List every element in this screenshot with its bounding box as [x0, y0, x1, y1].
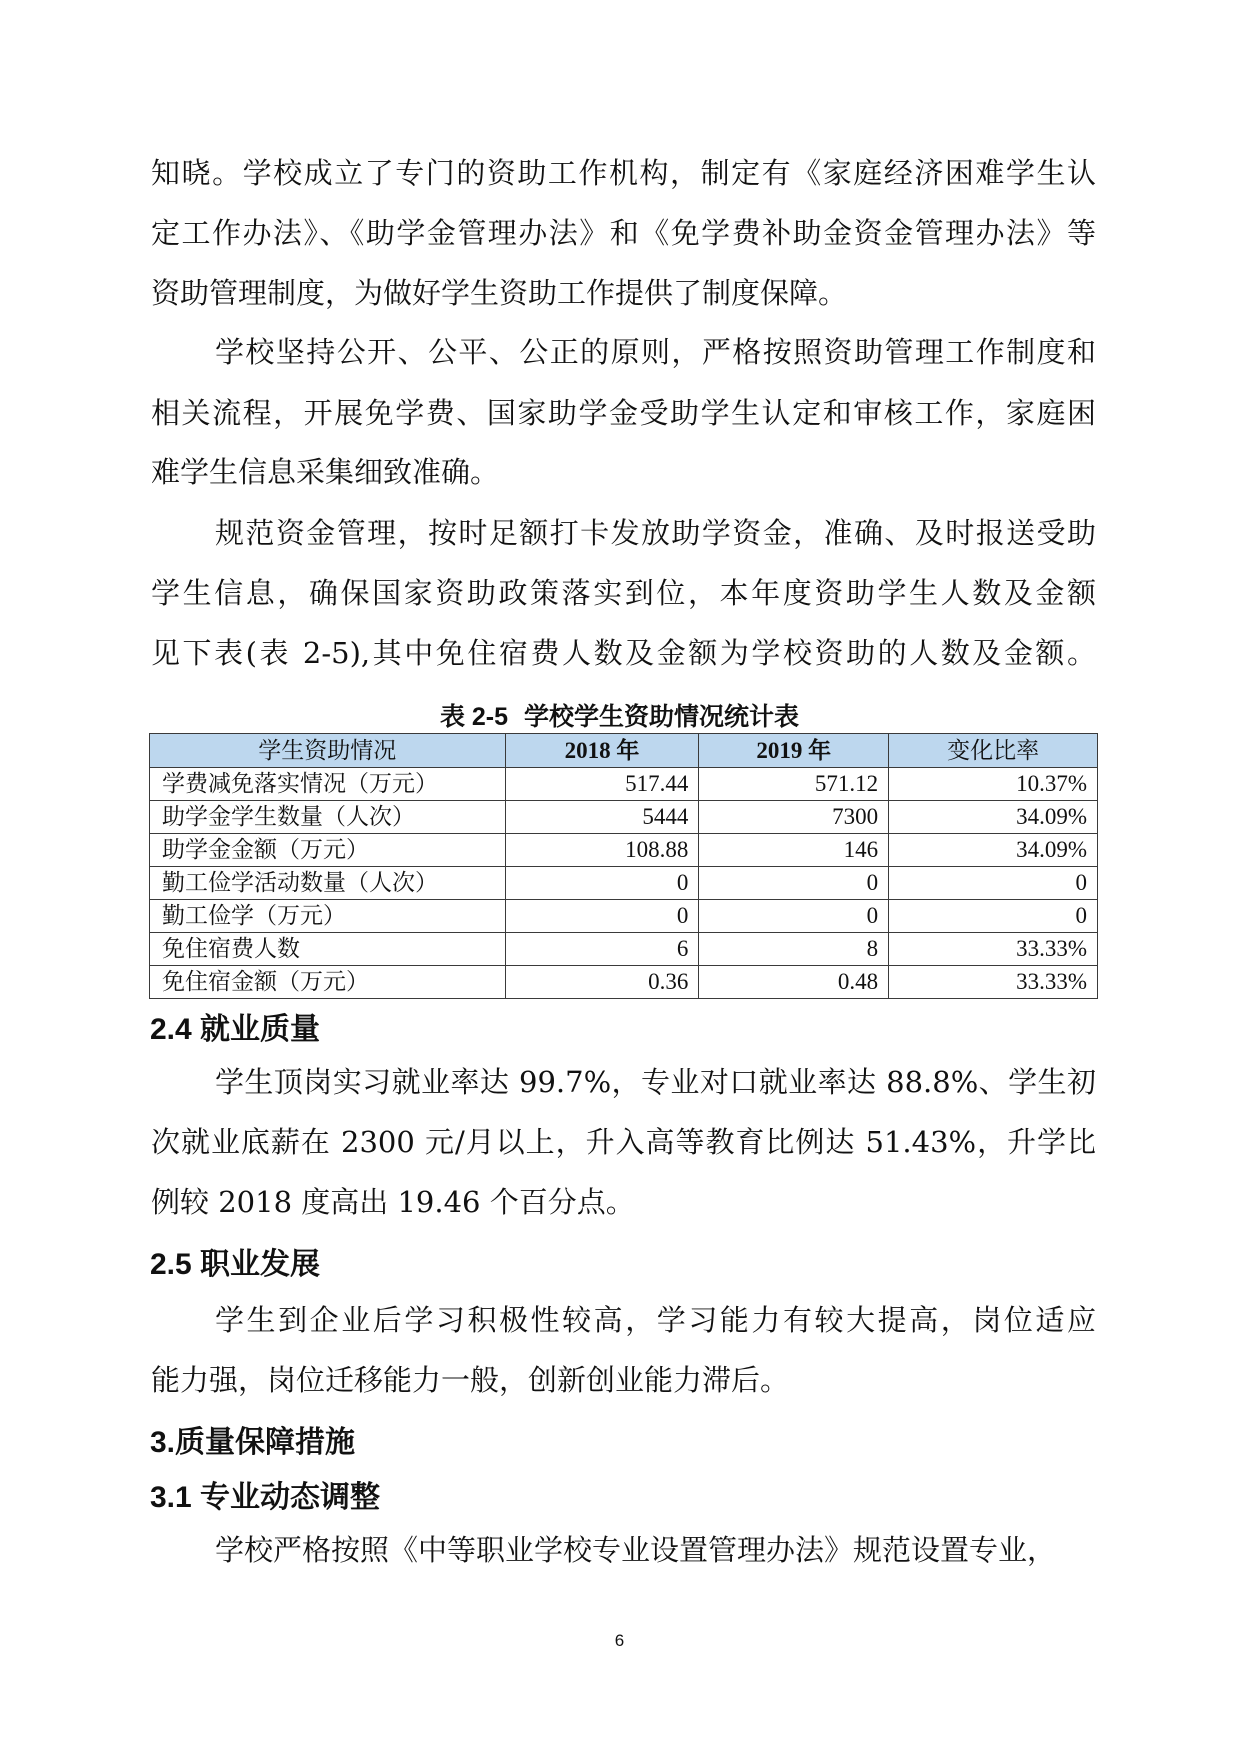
page-number: 6 [614, 1631, 625, 1650]
column-header: 2019 年 [699, 734, 889, 768]
paragraph-line: 学校严格按照《中等职业学校专业设置管理办法》规范设置专业， [215, 1533, 1057, 1567]
table-cell: 勤工俭学活动数量（人次） [150, 867, 506, 900]
table-cell: 34.09% [889, 801, 1098, 834]
paragraph-line: 学生顶岗实习就业率达 99.7%，专业对口就业率达 88.8%、学生初 [215, 1065, 1096, 1099]
paragraph-line: 见下表(表 2-5),其中免住宿费人数及金额为学校资助的人数及金额。 [151, 636, 1096, 670]
paragraph-line: 定工作办法》、《助学金管理办法》和《免学费补助金资金管理办法》等 [151, 216, 1096, 250]
table-cell: 0 [699, 867, 889, 900]
section-heading: 2.4 就业质量 [150, 1013, 321, 1046]
table-cell: 517.44 [505, 768, 699, 801]
table-cell: 免住宿金额（万元） [150, 966, 506, 999]
column-header: 2018 年 [505, 734, 699, 768]
table-cell: 108.88 [505, 834, 699, 867]
column-header: 学生资助情况 [150, 734, 506, 768]
section-heading: 2.5 职业发展 [150, 1248, 321, 1281]
paragraph-line: 资助管理制度，为做好学生资助工作提供了制度保障。 [151, 276, 848, 310]
table-cell: 0.48 [699, 966, 889, 999]
chapter-heading: 3.质量保障措施 [150, 1426, 356, 1459]
table-row [150, 801, 1098, 834]
paragraph-line: 学生到企业后学习积极性较高，学习能力有较大提高，岗位适应 [215, 1303, 1096, 1337]
paragraph-line: 能力强，岗位迁移能力一般，创新创业能力滞后。 [151, 1363, 790, 1397]
table-cell: 免住宿费人数 [150, 933, 506, 966]
table-cell: 0 [505, 867, 699, 900]
table-cell: 7300 [699, 801, 889, 834]
paragraph-line: 规范资金管理，按时足额打卡发放助学资金，准确、及时报送受助 [215, 516, 1096, 550]
table-row [150, 768, 1098, 801]
paragraph-line: 知晓。学校成立了专门的资助工作机构，制定有《家庭经济困难学生认 [151, 156, 1096, 190]
table-cell: 助学金学生数量（人次） [150, 801, 506, 834]
table-cell: 0 [505, 900, 699, 933]
table-row [150, 867, 1098, 900]
table-cell: 8 [699, 933, 889, 966]
table-cell: 6 [505, 933, 699, 966]
table-caption-title: 学校学生资助情况统计表 [524, 703, 800, 731]
paragraph-line: 学生信息，确保国家资助政策落实到位，本年度资助学生人数及金额 [151, 576, 1096, 610]
paragraph-line: 学校坚持公开、公平、公正的原则，严格按照资助管理工作制度和 [215, 335, 1096, 369]
table-cell: 571.12 [699, 768, 889, 801]
table-cell: 10.37% [889, 768, 1098, 801]
table-row [150, 966, 1098, 999]
table-row [150, 933, 1098, 966]
table-cell: 助学金金额（万元） [150, 834, 506, 867]
table-cell: 5444 [505, 801, 699, 834]
section-heading: 3.1 专业动态调整 [150, 1481, 381, 1514]
paragraph-line: 次就业底薪在 2300 元/月以上，升入高等教育比例达 51.43%，升学比 [151, 1125, 1096, 1159]
table-cell: 0 [889, 867, 1098, 900]
table-cell: 0 [889, 900, 1098, 933]
table-row [150, 900, 1098, 933]
table-row [150, 834, 1098, 867]
table-cell: 33.33% [889, 933, 1098, 966]
table-cell: 34.09% [889, 834, 1098, 867]
table-cell: 146 [699, 834, 889, 867]
paragraph-line: 难学生信息采集细致准确。 [151, 455, 500, 489]
table-caption-number: 表 2-5 [439, 703, 509, 731]
table-caption [0, 698, 1239, 736]
paragraph-line: 相关流程，开展免学费、国家助学金受助学生认定和审核工作，家庭困 [151, 396, 1096, 430]
table-cell: 勤工俭学（万元） [150, 900, 506, 933]
table-cell: 0 [699, 900, 889, 933]
table-cell: 学费减免落实情况（万元） [150, 768, 506, 801]
column-header: 变化比率 [889, 734, 1098, 768]
paragraph-line: 例较 2018 度高出 19.46 个百分点。 [151, 1185, 635, 1219]
table-cell: 33.33% [889, 966, 1098, 999]
table-header-row [150, 734, 1098, 768]
student-aid-table [149, 733, 1098, 999]
table-cell: 0.36 [505, 966, 699, 999]
